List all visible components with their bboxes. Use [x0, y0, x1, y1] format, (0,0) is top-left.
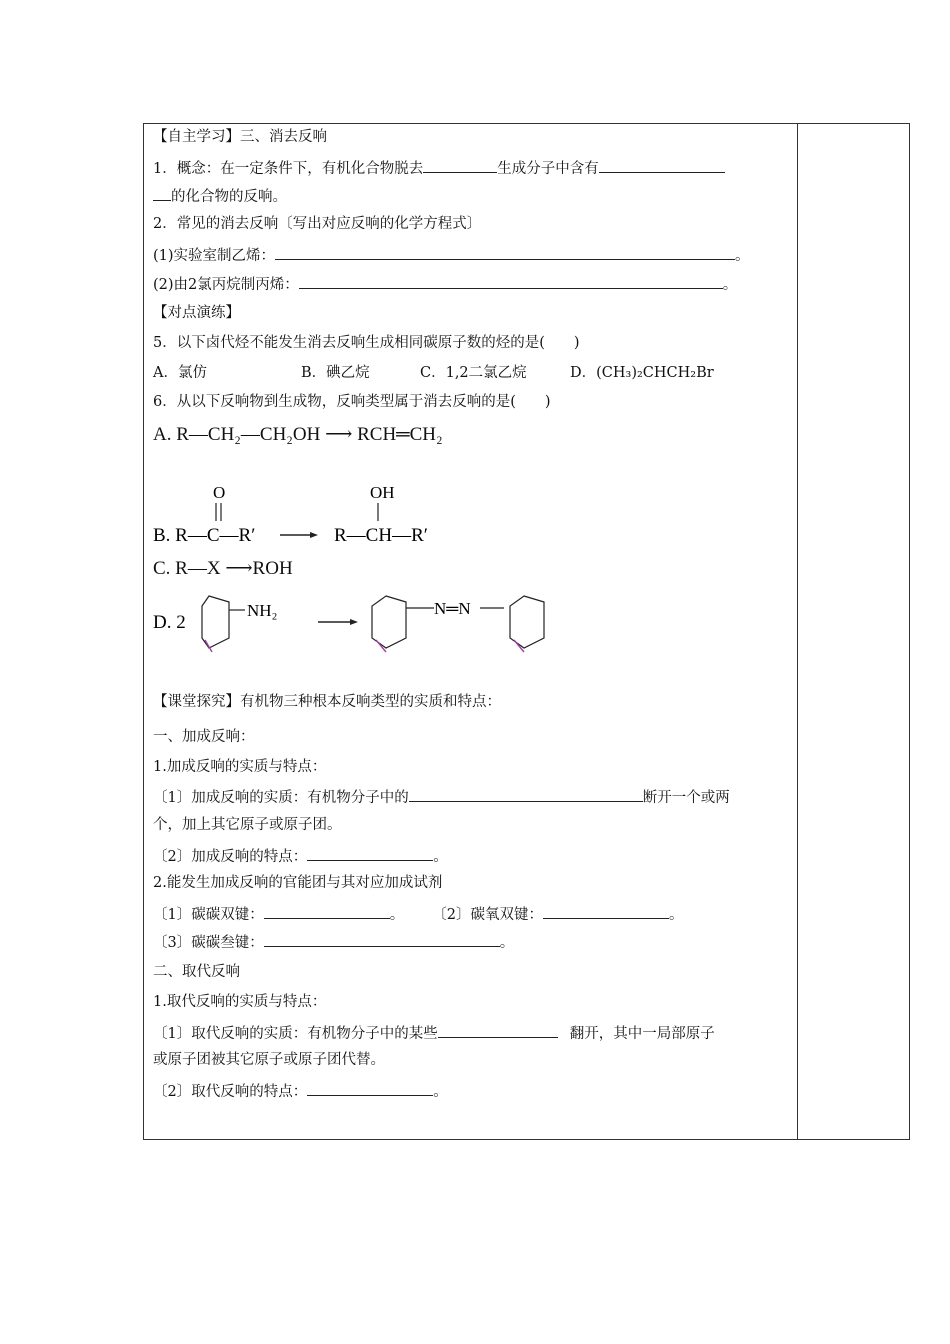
- substitution-1-1-cont: 或原子团被其它原子或原子团代替。: [153, 1052, 385, 1068]
- addition-1: 1.加成反响的实质与特点：: [153, 759, 327, 775]
- blank-field[interactable]: [599, 158, 725, 173]
- substitution-title: 二、取代反响: [153, 964, 240, 980]
- amino-group: NH₂: [247, 601, 278, 620]
- concept-line-2: 的化合物的反响。: [153, 186, 287, 206]
- ring-accent-line: [205, 640, 212, 652]
- blank-field[interactable]: [423, 158, 497, 173]
- option-c[interactable]: C．1,2二氯乙烷: [420, 365, 527, 381]
- notes-column-divider: [797, 123, 798, 1140]
- question-5: 5．以下卤代烃不能发生消去反响生成相同碳原子数的烃的是( ): [153, 335, 580, 351]
- benzene-ring-icon: [372, 596, 406, 648]
- common-elimination: 2．常见的消去反响〔写出对应反响的化学方程式〕: [153, 216, 482, 232]
- ethylene-item: (1)实验室制乙烯： 。: [153, 245, 750, 265]
- benzene-ring-icon: [510, 596, 544, 648]
- addition-1-1: 〔1〕加成反响的实质：有机物分子中的 断开一个或两: [153, 787, 730, 807]
- question-6: 6．从以下反响物到生成物，反响类型属于消去反响的是( ): [153, 394, 551, 410]
- propene-item: (2)由2氯丙烷制丙烯： 。: [153, 274, 737, 294]
- explore-heading: 【课堂探究】有机物三种根本反响类型的实质和特点：: [153, 694, 501, 710]
- option-b-reactant: B. R—C—R′: [153, 525, 256, 546]
- hydroxyl-group: OH: [370, 483, 395, 502]
- addition-2: 2.能发生加成反响的官能团与其对应加成试剂: [153, 875, 443, 891]
- substitution-1-2: 〔2〕取代反响的特点： 。: [153, 1081, 448, 1101]
- option-b-reaction[interactable]: [150, 478, 470, 550]
- blank-field[interactable]: [438, 1023, 558, 1038]
- addition-title: 一、加成反响：: [153, 729, 255, 745]
- addition-2-items: 〔1〕碳碳双键： 。 〔2〕碳氧双键： 。: [153, 904, 683, 924]
- blank-field[interactable]: [153, 186, 171, 201]
- addition-1-1-cont: 个，加上其它原子或原子团。: [153, 817, 342, 833]
- option-d-reaction[interactable]: [150, 590, 570, 660]
- blank-field[interactable]: [543, 904, 669, 919]
- blank-field[interactable]: [409, 787, 643, 802]
- addition-1-2: 〔2〕加成反响的特点： 。: [153, 846, 448, 866]
- addition-2-3: 〔3〕碳碳叁键： 。: [153, 932, 514, 952]
- blank-field[interactable]: [299, 274, 723, 289]
- blank-field[interactable]: [275, 245, 735, 260]
- self-study-heading: 【自主学习】三、消去反响: [153, 129, 327, 145]
- concept-line: 1．概念：在一定条件下，有机化合物脱去 生成分子中含有: [153, 158, 725, 178]
- option-b-product: R—CH—R′: [334, 525, 428, 546]
- arrow-head: [310, 532, 318, 538]
- benzene-ring-icon: [202, 596, 229, 648]
- option-a[interactable]: A．氯仿: [153, 365, 207, 381]
- option-b[interactable]: B．碘乙烷: [301, 365, 370, 381]
- option-a-reaction[interactable]: A. R—CH₂—CH₂OH ⟶ RCH═CH₂: [153, 424, 443, 445]
- blank-field[interactable]: [307, 1081, 433, 1096]
- substitution-1: 1.取代反响的实质与特点：: [153, 994, 327, 1010]
- ring-accent-line: [376, 640, 386, 652]
- option-c-reaction[interactable]: C. R—X ⟶ROH: [153, 558, 293, 579]
- arrow-head: [350, 619, 358, 625]
- blank-field[interactable]: [264, 904, 390, 919]
- option-d[interactable]: D．(CH₃)₂CHCH₂Br: [570, 365, 714, 381]
- ring-accent-line: [514, 640, 524, 652]
- blank-field[interactable]: [264, 932, 500, 947]
- substitution-1-1: 〔1〕取代反响的实质：有机物分子中的某些 翻开，其中一局部原子: [153, 1023, 715, 1043]
- option-d-label: D. 2: [153, 612, 186, 633]
- azo-group: N═N: [434, 599, 471, 618]
- practice-heading: 【对点演练】: [153, 305, 240, 321]
- carbonyl-oxygen: O: [213, 483, 226, 502]
- blank-field[interactable]: [307, 846, 433, 861]
- question-5-options: [153, 364, 714, 382]
